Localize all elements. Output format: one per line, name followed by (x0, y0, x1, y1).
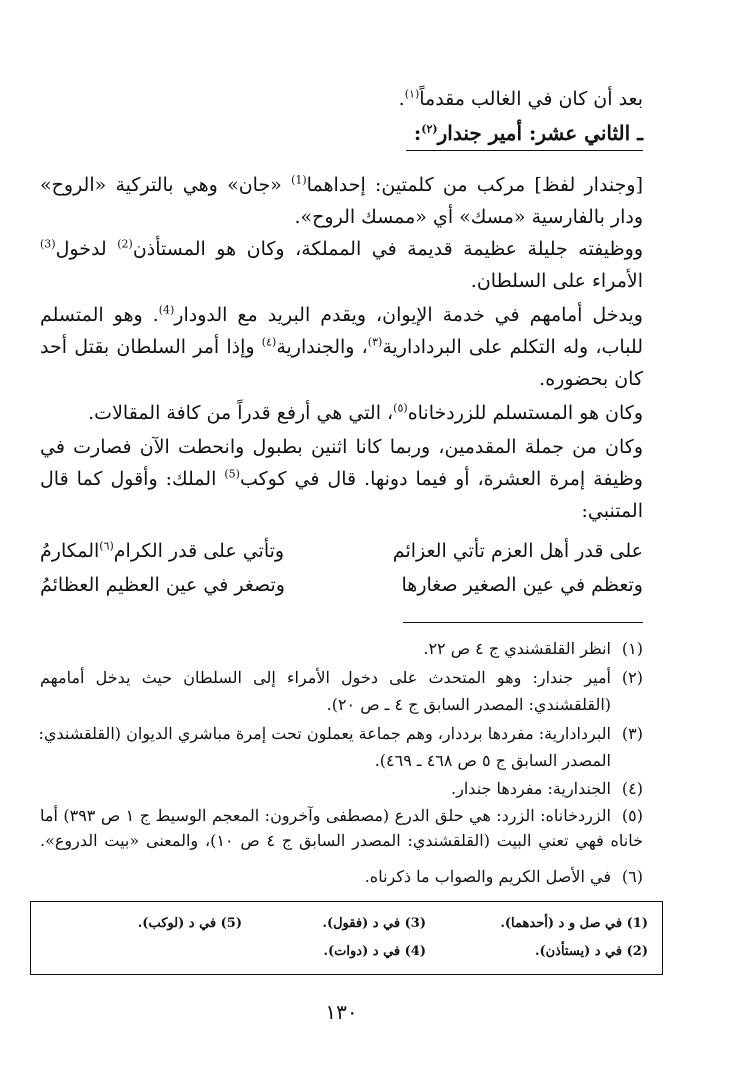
variant-3: (3) في د (فقول). (322, 916, 426, 931)
paragraph-1-line-2: ودار بالفارسية «مسك» أي «ممسك الروح». (294, 206, 643, 228)
manuscript-variants-box (30, 901, 663, 975)
variant-2: (2) في د (يستأذن). (534, 944, 648, 959)
book-page: بعد أن كان في الغالب مقدماً$^{(١)}$. ـ الثاني عشر: أمير جندار$^{(٢)}$: [وجندار لفظ] مركب من كلمتين: إحداهما$^{(1)}$ «جان» وهي بالتركية «الروح» ودار بالفارسية «مسك» أي «ممسك الروح». ووظيفته جليلة عظيمة قديمة في المملكة، وكان هو المستأذن$^{(2)}$ لدخول$^{(3)}$ الأمراء على السلطان. ويدخل أمامهم في خدمة الإيوان، ويقدم البريد مع الدودار$^{(4)}$. وهو المتسلم للباب، وله التكلم على البردادارية$^{(٣)}$، والجندارية$^{(٤)}$ وإذا أمر السلطان بقتل أحد كان بحضوره. وكان هو المستسلم للزردخاناه$^{(٥)}$، التي هي أرفع قدراً من كافة المقالات. وكان من جملة المقدمين، وربما كانا اثنين بطبول وانحطت الآن فصارت في وظيفة إمرة العشرة، أو فيما دونها. قال في كوكب$^{(5)}$ الملك: وأقول كما قال المتنبي: على قدر أهل العزم تأتي العزائم وتأتي على قدر الكرام$^{(٦)}$المكارمُ وتعظم في عين الصغير صغارها وتصغر في عين العظيم العظائمُ (١) انظر القلقشندي ج ٤ ص ٢٢. (٢) أمير جندار: وهو المتحدث على دخول الأمراء إلى السلطان حيث يدخل أمامهم (القلقشندي: المصدر السابق ج ٤ ـ ص ٢٠). (٣) البردادارية: مفردها برددار، وهم جماعة يعملون تحت إمرة مباشري الديوان (القلقشندي: المصدر السابق ج ٥ ص ٤٦٨ ـ ٤٦٩). (٤) الجندارية: مفردها جندار. (٥) الزردخاناه: الزرد: هي حلق الدرع (مصطفى وآخرون: المعجم الوسيط ج ١ ص ٣٩٣) أما خاناه فهي تعني البيت (القلقشندي: المصدر السابق ج ٤ ص ١٠)، والمعنى «بيت الدروع». (٦) في الأصل الكريم والصواب ما ذكرناه. (1) في صل و د (أحدهما). (2) في د (يستأذن). (3) في د (فقول). (4) في د (دوات). (5) في د (لوكب). ١٣٠ (40, 0, 643, 1086)
verse-1-second-hemistich: وتأتي على قدر الكرام$^{(٦)}$المكارمُ (40, 539, 285, 562)
paragraph-3-line-2: للباب، وله التكلم على البردادارية$^{(٣)}$، والجندارية$^{(٤)}$ وإذا أمر السلطان بقتل أحد (40, 335, 643, 358)
paragraph-5-line-1: وكان من جملة المقدمين، وربما كانا اثنين بطبول وانحطت الآن فصارت في (40, 436, 643, 458)
verse-1-first-hemistich: على قدر أهل العزم تأتي العزائم (392, 540, 643, 562)
paragraph-4-line-1: وكان هو المستسلم للزردخاناه$^{(٥)}$، التي هي أرفع قدراً من كافة المقالات. (88, 401, 643, 424)
heading-underline (406, 150, 643, 151)
paragraph-5-line-3: المتنبي: (581, 500, 643, 522)
paragraph-1-line-1: [وجندار لفظ] مركب من كلمتين: إحداهما$^{(1)}$ «جان» وهي بالتركية «الروح» (40, 173, 643, 196)
footnote-separator (403, 622, 643, 623)
variant-1: (1) في صل و د (أحدهما). (500, 916, 648, 931)
page-number: ١٣٠ (325, 1000, 358, 1024)
section-heading: ـ الثاني عشر: أمير جندار$^{(٢)}$: (414, 121, 643, 145)
variant-5: (5) في د (لوكب). (137, 916, 242, 931)
paragraph-2-line-2: الأمراء على السلطان. (470, 270, 643, 292)
verse-2-first-hemistich: وتعظم في عين الصغير صغارها (401, 574, 643, 596)
verse-2-second-hemistich: وتصغر في عين العظيم العظائمُ (40, 574, 285, 596)
paragraph-3-line-3: كان بحضوره. (539, 368, 643, 390)
paragraph-2-line-1: ووظيفته جليلة عظيمة قديمة في المملكة، وكان هو المستأذن$^{(2)}$ لدخول$^{(3)}$ (40, 237, 643, 260)
variant-4: (4) في د (دوات). (323, 944, 426, 959)
footnote-ref-1: (١) (404, 87, 420, 101)
paragraph-3-line-1: ويدخل أمامهم في خدمة الإيوان، ويقدم البريد مع الدودار$^{(4)}$. وهو المتسلم (40, 303, 643, 326)
text-line-1: بعد أن كان في الغالب مقدماً$^{(١)}$. (398, 87, 643, 110)
footnote-ref-2: (٢) (421, 122, 438, 136)
paragraph-5-line-2: وظيفة إمرة العشرة، أو فيما دونها. قال في كوكب$^{(5)}$ الملك: وأقول كما قال (40, 467, 643, 490)
